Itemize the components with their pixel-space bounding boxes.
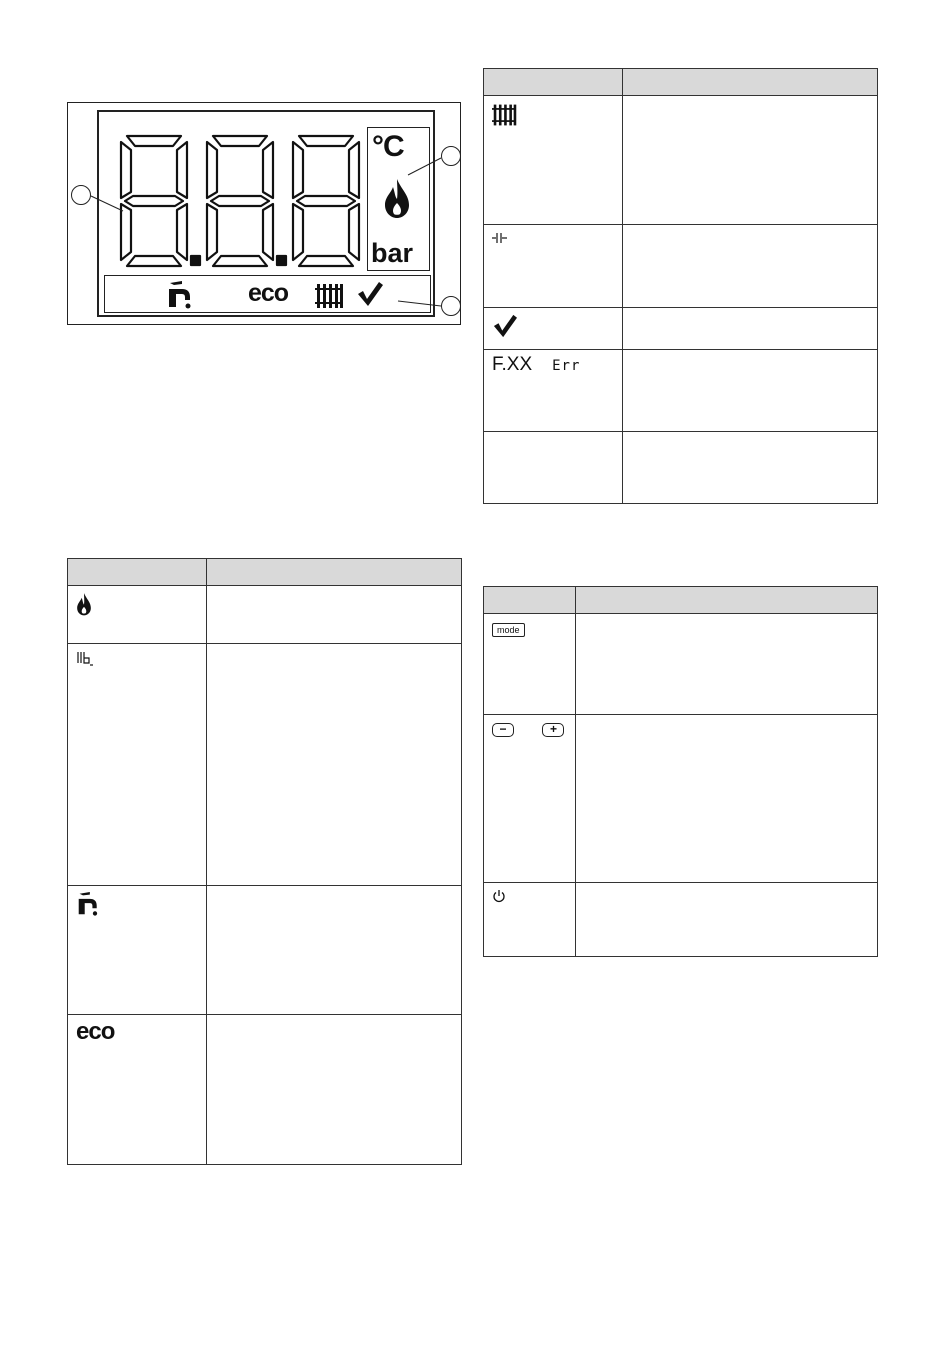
description-cell — [207, 644, 462, 886]
table-row — [484, 96, 878, 225]
header-cell — [68, 559, 207, 586]
header-cell — [623, 69, 878, 96]
description-cell — [576, 614, 878, 715]
table-row — [484, 225, 878, 308]
description-cell — [207, 586, 462, 644]
description-cell — [207, 886, 462, 1015]
table-row — [484, 350, 878, 432]
mode-button-symbol: mode — [492, 623, 525, 637]
symbol-cell — [68, 644, 207, 886]
description-cell — [576, 883, 878, 957]
description-cell — [623, 96, 878, 225]
tap-icon — [76, 892, 102, 916]
description-cell — [623, 225, 878, 308]
symbol-cell — [68, 886, 207, 1015]
radiator-icon — [492, 102, 518, 128]
table-row — [68, 886, 462, 1015]
table-row — [484, 432, 878, 504]
header-cell — [484, 69, 623, 96]
fault-code-symbol: F.XX — [492, 354, 533, 375]
unit-celsius-label: °C — [372, 130, 404, 163]
symbol-cell — [484, 350, 623, 432]
table-row — [68, 1015, 462, 1165]
table-row — [484, 715, 878, 883]
error-symbol: Err — [552, 358, 581, 374]
table-row — [484, 308, 878, 350]
symbol-cell — [484, 883, 576, 957]
control-buttons-table — [483, 586, 878, 957]
symbol-cell — [484, 308, 623, 350]
description-cell — [623, 432, 878, 504]
eco-symbol: eco — [76, 1018, 115, 1045]
header-cell — [576, 587, 878, 614]
table-header-row — [484, 69, 878, 96]
symbol-cell — [484, 715, 576, 883]
unit-bar-label: bar — [371, 238, 414, 268]
description-cell — [623, 350, 878, 432]
symbol-cell — [68, 1015, 207, 1165]
header-cell — [484, 587, 576, 614]
callout-leader-lines — [68, 103, 462, 326]
table-row — [68, 644, 462, 886]
table-row — [484, 614, 878, 715]
power-icon — [492, 889, 506, 903]
pulse-glyph-icon — [492, 232, 508, 244]
header-cell — [207, 559, 462, 586]
minus-button-symbol: − — [492, 723, 514, 737]
symbol-cell — [68, 586, 207, 644]
table-row — [484, 883, 878, 957]
symbol-cell — [484, 96, 623, 225]
table-header-row — [68, 559, 462, 586]
pump-glyph-icon — [76, 650, 94, 666]
flame-icon — [76, 592, 92, 616]
symbol-cell — [484, 614, 576, 715]
symbol-cell — [484, 432, 623, 504]
display-symbols-table-continued — [483, 68, 878, 504]
symbol-cell — [484, 225, 623, 308]
check-icon — [492, 314, 518, 338]
description-cell — [576, 715, 878, 883]
plus-button-symbol: + — [542, 723, 564, 737]
eco-label: eco — [248, 279, 289, 307]
display-symbols-table — [67, 558, 462, 1165]
table-row — [68, 586, 462, 644]
table-header-row — [484, 587, 878, 614]
description-cell — [207, 1015, 462, 1165]
display-figure — [67, 102, 461, 325]
description-cell — [623, 308, 878, 350]
